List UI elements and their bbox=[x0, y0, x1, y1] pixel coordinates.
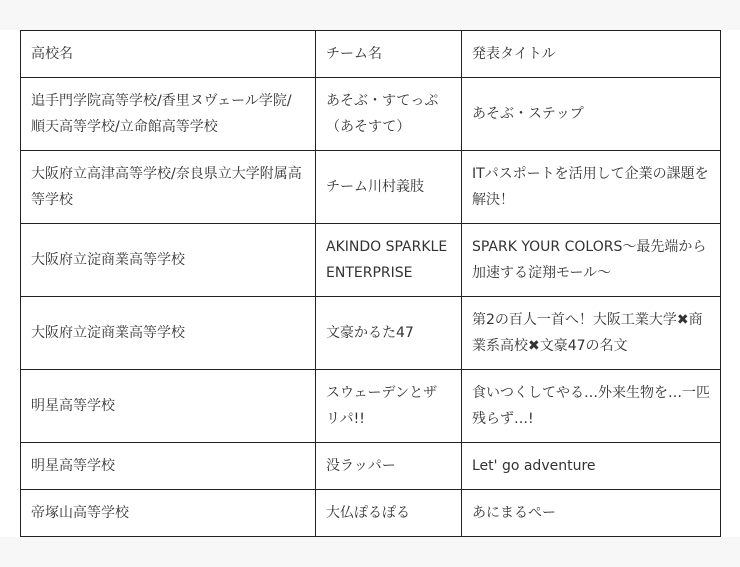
title-cell: 食いつくしてやる…外来生物を…一匹残らず…! bbox=[462, 370, 721, 443]
header-presentation-title: 発表タイトル bbox=[462, 31, 721, 78]
school-name-cell: 大阪府立淀商業高等学校 bbox=[21, 224, 316, 297]
table-row bbox=[21, 224, 721, 297]
title-cell: あそぶ・ステップ bbox=[462, 78, 721, 151]
team-name-cell: AKINDO SPARKLE ENTERPRISE bbox=[316, 224, 462, 297]
table-row bbox=[21, 151, 721, 224]
team-name-cell: 文豪かるた47 bbox=[316, 297, 462, 370]
header-school-name: 高校名 bbox=[21, 31, 316, 78]
school-name-cell: 大阪府立高津高等学校/奈良県立大学附属高等学校 bbox=[21, 151, 316, 224]
title-cell: SPARK YOUR COLORS～最先端から加速する淀翔モール～ bbox=[462, 224, 721, 297]
school-name-cell: 帝塚山高等学校 bbox=[21, 490, 316, 537]
table-row bbox=[21, 297, 721, 370]
school-name-cell: 明星高等学校 bbox=[21, 370, 316, 443]
team-name-cell: あそぶ・すてっぷ（あそすて） bbox=[316, 78, 462, 151]
presentation-table bbox=[20, 30, 721, 537]
team-name-cell: 没ラッパー bbox=[316, 443, 462, 490]
table-header-row bbox=[21, 31, 721, 78]
school-name-cell: 大阪府立淀商業高等学校 bbox=[21, 297, 316, 370]
table-row bbox=[21, 370, 721, 443]
title-cell: 第2の百人一首へ！大阪工業大学✖商業系高校✖文豪47の名文 bbox=[462, 297, 721, 370]
table-row bbox=[21, 443, 721, 490]
team-name-cell: 大仏ぽるぽる bbox=[316, 490, 462, 537]
title-cell: Let' go adventure bbox=[462, 443, 721, 490]
table-row bbox=[21, 490, 721, 537]
team-name-cell: スウェーデンとザリパ!! bbox=[316, 370, 462, 443]
title-cell: ITパスポートを活用して企業の課題を解決！ bbox=[462, 151, 721, 224]
team-name-cell: チーム川村義肢 bbox=[316, 151, 462, 224]
title-cell: あにまるぺー bbox=[462, 490, 721, 537]
table-row bbox=[21, 78, 721, 151]
header-team-name: チーム名 bbox=[316, 31, 462, 78]
school-name-cell: 明星高等学校 bbox=[21, 443, 316, 490]
school-name-cell: 追手門学院高等学校/香里ヌヴェール学院/順天高等学校/立命館高等学校 bbox=[21, 78, 316, 151]
